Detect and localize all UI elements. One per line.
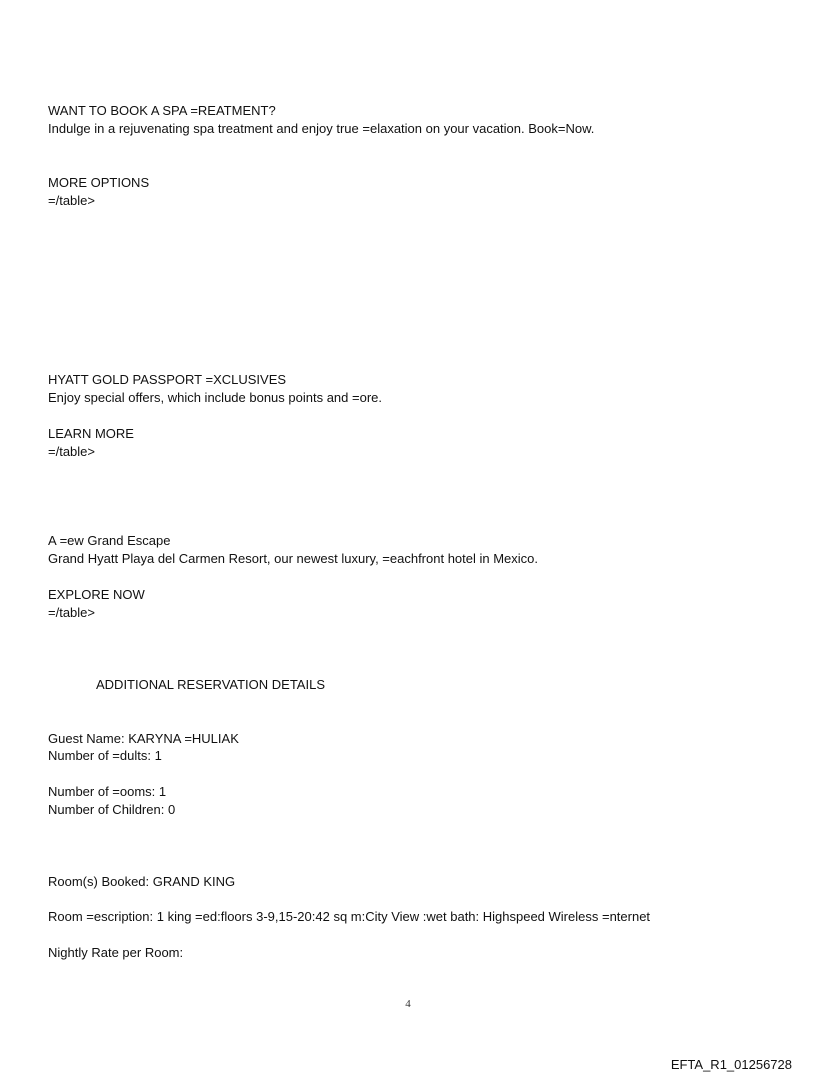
- gold-passport-body: Enjoy special offers, which include bonus points and =ore.: [48, 390, 382, 405]
- number-of-rooms: Number of =ooms: 1: [48, 784, 167, 799]
- gold-passport-heading: HYATT GOLD PASSPORT =XCLUSIVES: [48, 372, 287, 387]
- grand-escape-body: Grand Hyatt Playa del Carmen Resort, our newest luxury, =eachfront hotel in Mexico.: [48, 551, 539, 566]
- gold-passport-learn-more-link[interactable]: LEARN MORE: [48, 426, 134, 441]
- grand-escape-table-close: =/table>: [48, 605, 95, 620]
- number-of-children: Number of Children: 0: [48, 802, 176, 817]
- spa-table-close: =/table>: [48, 193, 95, 208]
- number-of-adults: Number of =dults: 1: [48, 748, 162, 763]
- nightly-rate: Nightly Rate per Room:: [48, 945, 184, 960]
- page-number: 4: [405, 998, 411, 1010]
- reservation-section-title: ADDITIONAL RESERVATION DETAILS: [96, 677, 325, 692]
- document-id: EFTA_R1_01256728: [670, 1057, 792, 1072]
- grand-escape-explore-link[interactable]: EXPLORE NOW: [48, 587, 145, 602]
- spa-more-options-link[interactable]: MORE OPTIONS: [48, 175, 150, 190]
- gold-passport-table-close: =/table>: [48, 444, 95, 459]
- spa-body: Indulge in a rejuvenating spa treatment and enjoy true =elaxation on your vacation. Book=Now.: [48, 121, 595, 136]
- spa-heading: WANT TO BOOK A SPA =REATMENT?: [48, 103, 276, 118]
- grand-escape-heading: A =ew Grand Escape: [48, 533, 171, 548]
- room-description: Room =escription: 1 king =ed:floors 3-9,15-20:42 sq m:City View :wet bath: Highspeed Wireless =nternet: [48, 909, 651, 924]
- rooms-booked: Room(s) Booked: GRAND KING: [48, 874, 236, 889]
- guest-name: Guest Name: KARYNA =HULIAK: [48, 731, 239, 746]
